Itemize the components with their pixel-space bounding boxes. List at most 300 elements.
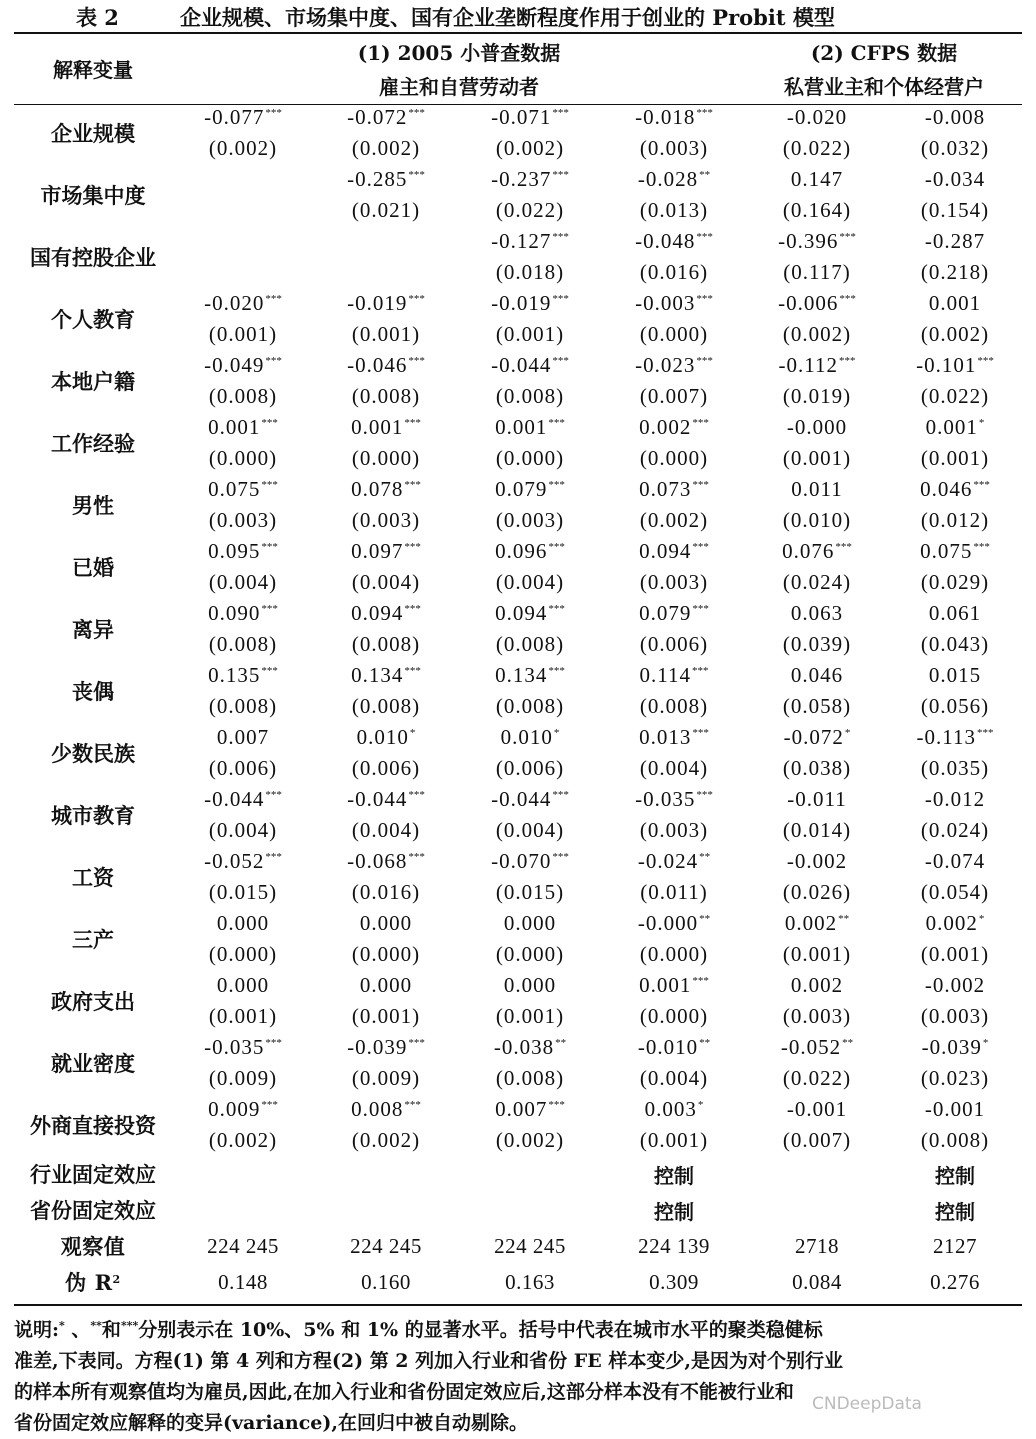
se-cell: (0.009) bbox=[351, 1066, 421, 1090]
note-line-2: 准差,下表同。方程(1) 第 4 列和方程(2) 第 2 列加入行业和省份 FE 样本变少,是因为对个别行业 bbox=[14, 1350, 843, 1372]
se-cell: (0.006) bbox=[208, 756, 278, 780]
coef-cell bbox=[888, 474, 1022, 505]
fixed-effect-cell bbox=[172, 1156, 314, 1192]
group1-title: (1) 2005 小普查数据 bbox=[357, 40, 561, 65]
se-cell: (0.000) bbox=[351, 942, 421, 966]
coef-row bbox=[14, 102, 1022, 133]
coef-value: -0.044 bbox=[204, 787, 265, 811]
coef-cell bbox=[888, 846, 1022, 877]
significance-stars: *** bbox=[552, 789, 569, 801]
se-cell: (0.008) bbox=[351, 632, 421, 656]
variable-name: 三产 bbox=[72, 927, 114, 952]
coef-cell bbox=[888, 908, 1022, 939]
se-cell: (0.000) bbox=[639, 942, 709, 966]
header-row-1 bbox=[14, 34, 1022, 68]
coef-cell bbox=[602, 412, 746, 443]
se-cell: (0.000) bbox=[639, 446, 709, 470]
coef-cell bbox=[602, 722, 746, 753]
coef-row bbox=[14, 660, 1022, 691]
coef-cell bbox=[172, 102, 314, 133]
significance-stars: *** bbox=[692, 417, 709, 429]
coef-value: 0.061 bbox=[928, 601, 982, 625]
coef-cell bbox=[172, 660, 314, 691]
coef-value: 0.002 bbox=[639, 415, 692, 439]
se-cell: (0.004) bbox=[351, 570, 421, 594]
se-cell: (0.007) bbox=[639, 384, 709, 408]
bottom-rule bbox=[14, 1304, 1022, 1306]
coef-value: -0.072 bbox=[783, 725, 844, 749]
coef-cell bbox=[458, 722, 602, 753]
coef-cell bbox=[172, 908, 314, 939]
significance-stars: *** bbox=[548, 1099, 565, 1111]
se-cell: (0.008) bbox=[208, 694, 278, 718]
variable-name: 城市教育 bbox=[51, 803, 135, 828]
coef-value: 0.075 bbox=[920, 539, 973, 563]
coef-value: -0.019 bbox=[491, 291, 552, 315]
coef-cell bbox=[602, 1094, 746, 1125]
variable-name: 工资 bbox=[72, 865, 114, 890]
fixed-effect-cell: 控制 bbox=[654, 1163, 694, 1188]
significance-stars: *** bbox=[408, 293, 425, 305]
coef-value: -0.020 bbox=[786, 105, 848, 129]
variable-name: 政府支出 bbox=[51, 989, 135, 1014]
se-cell: (0.018) bbox=[495, 260, 565, 284]
coef-cell bbox=[888, 660, 1022, 691]
se-cell: (0.024) bbox=[920, 818, 990, 842]
se-cell: (0.004) bbox=[639, 756, 709, 780]
se-cell: (0.000) bbox=[495, 446, 565, 470]
coef-value: -0.000 bbox=[637, 911, 699, 935]
coef-value: -0.003 bbox=[635, 291, 696, 315]
coef-value: 0.013 bbox=[639, 725, 692, 749]
coef-value: -0.035 bbox=[204, 1035, 265, 1059]
group2-subtitle: 私营业主和个体经营户 bbox=[784, 74, 984, 99]
coef-value: 0.002 bbox=[784, 911, 838, 935]
coef-cell bbox=[172, 288, 314, 319]
coef-cell bbox=[314, 412, 458, 443]
coef-cell bbox=[602, 846, 746, 877]
coef-cell bbox=[602, 288, 746, 319]
coef-value: -0.024 bbox=[637, 849, 699, 873]
coef-row bbox=[14, 350, 1022, 381]
coef-cell bbox=[458, 412, 602, 443]
coef-value: 0.001 bbox=[208, 415, 261, 439]
coef-row bbox=[14, 908, 1022, 939]
note-line-1: 说明:* 、**和***分别表示在 10%、5% 和 1% 的显著水平。括号中代表在城市水平的聚类稳健标 bbox=[14, 1319, 823, 1341]
se-cell: (0.008) bbox=[495, 632, 565, 656]
significance-stars: * bbox=[982, 1037, 989, 1049]
se-cell: (0.003) bbox=[639, 136, 709, 160]
se-cell: (0.002) bbox=[351, 1128, 421, 1152]
fixed-effect-name: 省份固定效应 bbox=[30, 1198, 156, 1223]
coef-cell bbox=[746, 164, 888, 195]
coef-cell bbox=[746, 846, 888, 877]
significance-stars: *** bbox=[838, 355, 856, 367]
variable-name: 本地户籍 bbox=[51, 369, 135, 394]
significance-stars: *** bbox=[408, 1037, 425, 1049]
significance-stars: *** bbox=[404, 541, 421, 553]
se-cell: (0.016) bbox=[639, 260, 709, 284]
coef-cell bbox=[314, 226, 458, 257]
coef-value: 0.097 bbox=[351, 539, 404, 563]
coef-cell bbox=[172, 164, 314, 195]
stat-label: 观察值 bbox=[60, 1234, 126, 1259]
coef-row bbox=[14, 226, 1022, 257]
coef-cell bbox=[888, 970, 1022, 1001]
coef-cell bbox=[172, 226, 314, 257]
coef-value: 0.000 bbox=[216, 911, 270, 935]
coef-cell bbox=[888, 536, 1022, 567]
coef-cell bbox=[458, 102, 602, 133]
coef-value: 0.003 bbox=[644, 1097, 697, 1121]
significance-stars: ** bbox=[555, 1037, 567, 1049]
significance-stars: *** bbox=[977, 355, 994, 367]
table-number: 表 2 bbox=[76, 5, 119, 30]
coef-cell bbox=[602, 784, 746, 815]
stat-cell: 224 139 bbox=[638, 1233, 710, 1258]
fixed-effect-cell bbox=[314, 1156, 458, 1192]
significance-stars: *** bbox=[691, 665, 709, 677]
significance-stars: *** bbox=[265, 107, 282, 119]
significance-stars: *** bbox=[548, 603, 565, 615]
se-cell bbox=[314, 257, 458, 288]
coef-cell bbox=[458, 970, 602, 1001]
se-cell: (0.003) bbox=[208, 508, 278, 532]
coef-cell bbox=[314, 1032, 458, 1063]
coef-cell bbox=[458, 1094, 602, 1125]
fixed-effect-row bbox=[14, 1192, 1022, 1228]
coef-cell bbox=[602, 474, 746, 505]
se-cell: (0.004) bbox=[495, 570, 565, 594]
coef-value: -0.070 bbox=[491, 849, 552, 873]
se-cell: (0.011) bbox=[640, 880, 708, 904]
significance-stars: *** bbox=[692, 479, 709, 491]
significance-stars: *** bbox=[265, 789, 282, 801]
significance-stars: *** bbox=[408, 789, 425, 801]
se-cell: (0.002) bbox=[208, 136, 278, 160]
fixed-effect-cell bbox=[746, 1192, 888, 1228]
stat-cell: 0.148 bbox=[218, 1269, 268, 1294]
coef-cell bbox=[746, 660, 888, 691]
coef-cell bbox=[314, 164, 458, 195]
coef-value: 0.046 bbox=[790, 663, 844, 687]
coef-value: -0.038 bbox=[493, 1035, 555, 1059]
coef-value: 0.007 bbox=[216, 725, 270, 749]
se-cell: (0.021) bbox=[351, 198, 421, 222]
coef-value: 0.002 bbox=[790, 973, 844, 997]
stat-rows bbox=[14, 1228, 1022, 1300]
fixed-effect-cell bbox=[172, 1192, 314, 1228]
coef-value: -0.039 bbox=[347, 1035, 408, 1059]
coef-cell bbox=[746, 412, 888, 443]
significance-stars: *** bbox=[548, 541, 565, 553]
coef-value: 0.095 bbox=[208, 539, 261, 563]
se-cell: (0.154) bbox=[920, 198, 990, 222]
coef-value: -0.001 bbox=[786, 1097, 848, 1121]
coef-value: -0.072 bbox=[347, 105, 408, 129]
coef-value: 0.076 bbox=[782, 539, 835, 563]
significance-stars: *** bbox=[548, 417, 565, 429]
stat-cell: 2718 bbox=[795, 1233, 839, 1258]
significance-stars: *** bbox=[552, 293, 569, 305]
variable-name: 丧偶 bbox=[72, 679, 114, 704]
se-cell: (0.001) bbox=[495, 1004, 565, 1028]
significance-stars: *** bbox=[696, 355, 713, 367]
significance-stars: ** bbox=[699, 913, 711, 925]
coef-value: 0.094 bbox=[495, 601, 548, 625]
significance-stars: *** bbox=[404, 1099, 421, 1111]
regression-table bbox=[14, 34, 1022, 1300]
coef-cell bbox=[746, 536, 888, 567]
significance-stars: *** bbox=[404, 603, 421, 615]
variable-name: 男性 bbox=[72, 493, 114, 518]
significance-stars: * bbox=[697, 1099, 704, 1111]
significance-stars: * bbox=[844, 727, 851, 739]
stat-row bbox=[14, 1264, 1022, 1300]
coef-cell bbox=[458, 288, 602, 319]
coef-value: -0.077 bbox=[204, 105, 265, 129]
coef-cell bbox=[746, 474, 888, 505]
coef-cell bbox=[602, 598, 746, 629]
coef-row bbox=[14, 164, 1022, 195]
se-cell: (0.035) bbox=[920, 756, 990, 780]
coef-row bbox=[14, 474, 1022, 505]
coef-value: -0.028 bbox=[637, 167, 699, 191]
significance-stars: *** bbox=[404, 417, 421, 429]
se-cell: (0.022) bbox=[920, 384, 990, 408]
coef-cell bbox=[458, 226, 602, 257]
coef-value: 0.114 bbox=[639, 663, 691, 687]
coef-cell bbox=[314, 908, 458, 939]
coef-cell bbox=[314, 536, 458, 567]
significance-stars: ** bbox=[699, 851, 711, 863]
significance-stars: *** bbox=[261, 541, 278, 553]
variable-name: 企业规模 bbox=[51, 121, 135, 146]
fixed-effect-cell bbox=[458, 1156, 602, 1192]
coef-value: 0.073 bbox=[639, 477, 692, 501]
se-cell: (0.006) bbox=[351, 756, 421, 780]
coef-cell bbox=[746, 598, 888, 629]
se-cell: (0.001) bbox=[920, 446, 990, 470]
coef-value: 0.000 bbox=[359, 973, 413, 997]
se-cell: (0.001) bbox=[351, 322, 421, 346]
coef-cell bbox=[458, 846, 602, 877]
coef-cell bbox=[602, 164, 746, 195]
coef-row bbox=[14, 722, 1022, 753]
coef-cell bbox=[172, 474, 314, 505]
coefficient-rows bbox=[14, 102, 1022, 1156]
coef-value: -0.044 bbox=[491, 353, 552, 377]
coef-value: 0.010 bbox=[500, 725, 553, 749]
coef-cell bbox=[888, 1094, 1022, 1125]
se-cell: (0.007) bbox=[782, 1128, 852, 1152]
se-cell: (0.002) bbox=[495, 1128, 565, 1152]
coef-value: -0.287 bbox=[924, 229, 986, 253]
se-cell: (0.054) bbox=[920, 880, 990, 904]
coef-cell bbox=[602, 350, 746, 381]
se-cell: (0.008) bbox=[495, 694, 565, 718]
se-cell: (0.004) bbox=[208, 570, 278, 594]
stat-name bbox=[14, 1264, 172, 1300]
coef-value: 0.134 bbox=[495, 663, 548, 687]
significance-stars: ** bbox=[699, 169, 711, 181]
variable-name: 就业密度 bbox=[51, 1051, 135, 1076]
stat-cell: 0.276 bbox=[930, 1269, 980, 1294]
se-cell bbox=[172, 195, 314, 226]
coef-value: 0.096 bbox=[495, 539, 548, 563]
coef-value: 0.002 bbox=[925, 911, 978, 935]
coef-value: 0.015 bbox=[928, 663, 982, 687]
se-cell: (0.002) bbox=[639, 508, 709, 532]
coef-value: 0.094 bbox=[351, 601, 404, 625]
significance-stars: *** bbox=[408, 851, 425, 863]
fixed-effect-cell: 控制 bbox=[935, 1163, 975, 1188]
table-note bbox=[14, 1310, 1034, 1439]
significance-stars: *** bbox=[265, 355, 282, 367]
coef-cell bbox=[172, 784, 314, 815]
coef-value: 0.001 bbox=[639, 973, 692, 997]
se-cell: (0.001) bbox=[920, 942, 990, 966]
coef-value: 0.001 bbox=[928, 291, 982, 315]
se-cell bbox=[172, 257, 314, 288]
coef-value: -0.000 bbox=[786, 415, 848, 439]
se-cell: (0.014) bbox=[782, 818, 852, 842]
se-cell: (0.009) bbox=[208, 1066, 278, 1090]
coef-cell bbox=[746, 350, 888, 381]
significance-stars: *** bbox=[404, 479, 421, 491]
coef-value: 0.079 bbox=[639, 601, 692, 625]
significance-stars: *** bbox=[552, 231, 569, 243]
coef-cell bbox=[888, 102, 1022, 133]
se-cell: (0.001) bbox=[208, 1004, 278, 1028]
significance-stars: * bbox=[978, 913, 985, 925]
coef-value: -0.396 bbox=[778, 229, 839, 253]
significance-stars: *** bbox=[692, 541, 709, 553]
se-cell: (0.000) bbox=[351, 446, 421, 470]
significance-stars: *** bbox=[265, 1037, 282, 1049]
coef-row bbox=[14, 536, 1022, 567]
se-cell: (0.008) bbox=[639, 694, 709, 718]
se-cell: (0.015) bbox=[495, 880, 565, 904]
significance-stars: *** bbox=[976, 727, 994, 739]
coef-value: 0.046 bbox=[920, 477, 973, 501]
variable-name: 国有控股企业 bbox=[30, 245, 156, 270]
variable-name: 个人教育 bbox=[51, 307, 135, 332]
fixed-effect-cell bbox=[314, 1192, 458, 1228]
significance-stars: *** bbox=[548, 665, 565, 677]
se-cell: (0.058) bbox=[782, 694, 852, 718]
coef-value: 0.063 bbox=[790, 601, 844, 625]
coef-value: -0.044 bbox=[491, 787, 552, 811]
group2-title: (2) CFPS 数据 bbox=[810, 40, 958, 65]
se-cell: (0.000) bbox=[639, 322, 709, 346]
fixed-effect-cell: 控制 bbox=[935, 1199, 975, 1224]
stat-row bbox=[14, 1228, 1022, 1264]
coef-value: -0.127 bbox=[491, 229, 552, 253]
significance-stars: *** bbox=[692, 727, 709, 739]
coef-cell bbox=[314, 350, 458, 381]
stat-cell: 0.309 bbox=[649, 1269, 699, 1294]
se-cell: (0.016) bbox=[351, 880, 421, 904]
significance-stars: *** bbox=[552, 169, 569, 181]
coef-value: 0.078 bbox=[351, 477, 404, 501]
se-cell: (0.013) bbox=[639, 198, 709, 222]
coef-value: -0.237 bbox=[491, 167, 552, 191]
coef-cell bbox=[888, 784, 1022, 815]
coef-cell bbox=[458, 164, 602, 195]
se-cell: (0.002) bbox=[208, 1128, 278, 1152]
coef-cell bbox=[458, 1032, 602, 1063]
coef-cell bbox=[458, 474, 602, 505]
significance-stars: * bbox=[409, 727, 416, 739]
se-cell: (0.008) bbox=[495, 384, 565, 408]
significance-stars: *** bbox=[973, 479, 990, 491]
fixed-effect-row bbox=[14, 1156, 1022, 1192]
coef-cell bbox=[172, 536, 314, 567]
significance-stars: *** bbox=[696, 231, 713, 243]
se-cell: (0.003) bbox=[495, 508, 565, 532]
significance-stars: *** bbox=[408, 355, 425, 367]
coef-cell bbox=[888, 412, 1022, 443]
coef-value: 0.007 bbox=[495, 1097, 548, 1121]
coef-value: -0.034 bbox=[924, 167, 986, 191]
coef-value: 0.000 bbox=[359, 911, 413, 935]
coef-row bbox=[14, 1094, 1022, 1125]
se-cell: (0.002) bbox=[351, 136, 421, 160]
coef-row bbox=[14, 970, 1022, 1001]
coef-value: 0.147 bbox=[790, 167, 844, 191]
coef-value: 0.010 bbox=[356, 725, 409, 749]
se-cell: (0.002) bbox=[495, 136, 565, 160]
coef-row bbox=[14, 846, 1022, 877]
significance-stars: *** bbox=[692, 603, 709, 615]
coef-value: -0.052 bbox=[204, 849, 265, 873]
coef-cell bbox=[746, 1032, 888, 1063]
coef-cell bbox=[314, 970, 458, 1001]
coef-value: -0.068 bbox=[347, 849, 408, 873]
se-cell: (0.022) bbox=[782, 136, 852, 160]
stat-cell: 0.160 bbox=[361, 1269, 411, 1294]
coef-value: -0.018 bbox=[635, 105, 696, 129]
se-cell: (0.019) bbox=[782, 384, 852, 408]
coef-cell bbox=[172, 598, 314, 629]
se-cell: (0.022) bbox=[782, 1066, 852, 1090]
se-cell: (0.117) bbox=[783, 260, 851, 284]
significance-stars: *** bbox=[265, 851, 282, 863]
coef-row bbox=[14, 412, 1022, 443]
coef-value: 0.075 bbox=[208, 477, 261, 501]
note-line-3: 的样本所有观察值均为雇员,因此,在加入行业和省份固定效应后,这部分样本没有不能被行业和 bbox=[14, 1381, 794, 1403]
se-cell: (0.008) bbox=[920, 1128, 990, 1152]
coef-value: 0.001 bbox=[495, 415, 548, 439]
coef-value: 0.008 bbox=[351, 1097, 404, 1121]
coef-value: -0.012 bbox=[924, 787, 986, 811]
coef-cell bbox=[314, 102, 458, 133]
coef-cell bbox=[602, 102, 746, 133]
coef-cell bbox=[314, 846, 458, 877]
significance-stars: *** bbox=[408, 107, 425, 119]
note-line-4: 省份固定效应解释的变异(variance),在回归中被自动剔除。 bbox=[14, 1412, 528, 1434]
coef-cell bbox=[746, 1094, 888, 1125]
coef-cell bbox=[172, 970, 314, 1001]
fixed-effect-rows bbox=[14, 1156, 1022, 1228]
significance-stars: *** bbox=[552, 851, 569, 863]
coef-value: -0.011 bbox=[787, 787, 847, 811]
coef-value: -0.052 bbox=[780, 1035, 842, 1059]
coef-cell bbox=[314, 474, 458, 505]
significance-stars: *** bbox=[261, 665, 278, 677]
se-cell: (0.015) bbox=[208, 880, 278, 904]
